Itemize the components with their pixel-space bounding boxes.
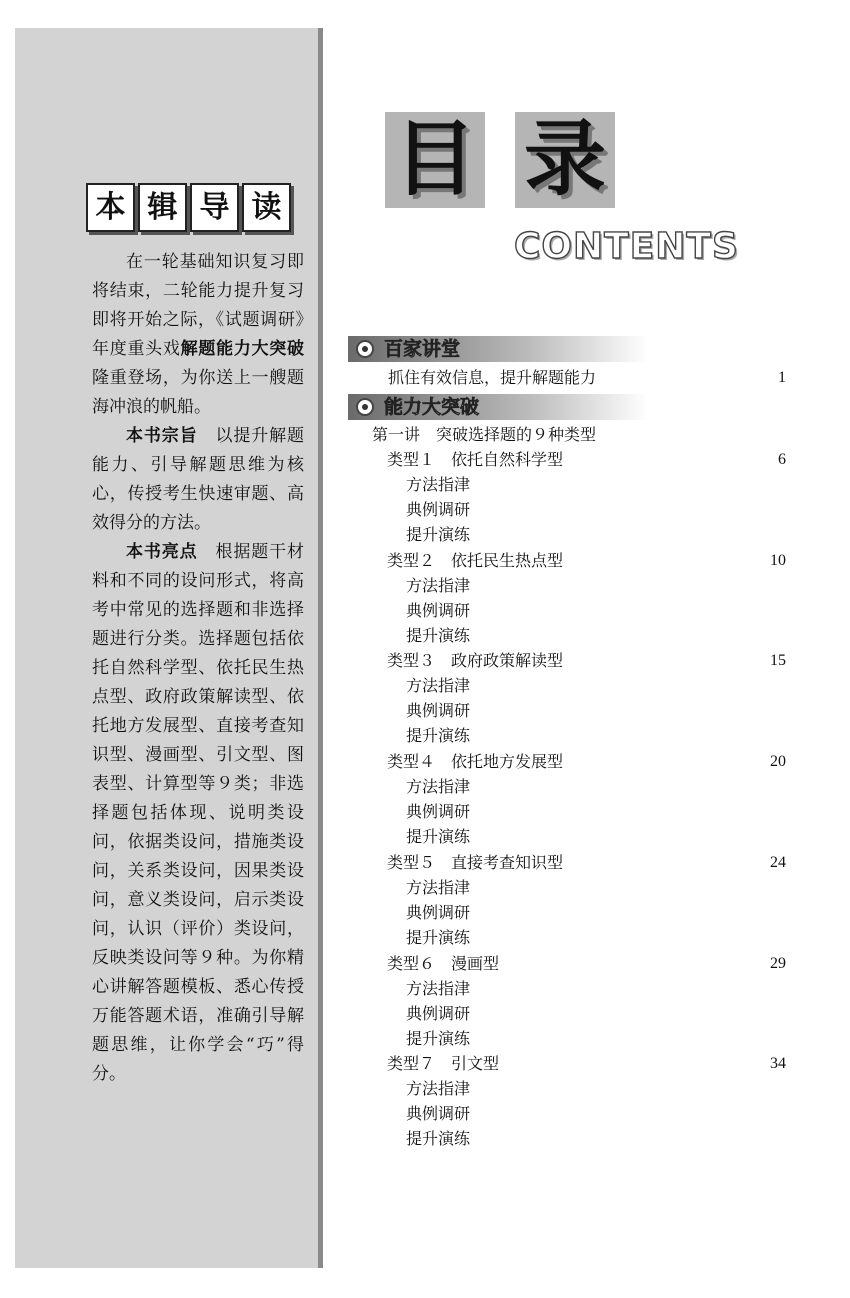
toc-sub-entry[interactable]: 提升演练 (406, 1129, 471, 1149)
toc-page-number: 15 (770, 652, 786, 670)
intro-label: 本书宗旨 (126, 426, 198, 446)
intro-paragraph (92, 248, 304, 422)
toc-type-label: 类型５ (387, 852, 436, 872)
guide-banner-char: 导 (190, 183, 239, 232)
toc-type-label: 类型２ (387, 550, 436, 570)
toc-sub-entry[interactable]: 方法指津 (406, 575, 471, 595)
bullet-icon (356, 398, 374, 416)
toc-sub-entry[interactable]: 典例调研 (406, 1003, 471, 1023)
toc-sub-entry[interactable]: 提升演练 (406, 726, 471, 746)
toc-type-name: 依托自然科学型 (451, 450, 564, 469)
guide-banner (86, 183, 291, 232)
guide-banner-char: 辑 (138, 183, 187, 232)
guide-intro-text (92, 248, 304, 1089)
toc-page-number: 10 (770, 551, 786, 569)
contents-heading: CONTENTS (514, 226, 739, 267)
toc-page-number: 1 (778, 369, 786, 386)
intro-paragraph (92, 422, 304, 538)
section-title: 百家讲堂 (384, 338, 461, 360)
toc-sub-entry[interactable]: 提升演练 (406, 1028, 471, 1048)
toc-type-entry[interactable] (387, 450, 563, 470)
toc-sub-entry[interactable]: 提升演练 (406, 625, 471, 645)
toc-page-number: 24 (770, 853, 786, 871)
sidebar-divider (318, 28, 323, 1268)
section-title: 能力大突破 (384, 396, 480, 418)
toc-type-entry[interactable] (387, 1054, 499, 1074)
toc-type-name: 政府政策解读型 (451, 651, 564, 671)
toc-type-entry[interactable] (387, 752, 563, 772)
toc-type-entry[interactable] (387, 551, 563, 571)
intro-highlight: 解题能力大突破 (180, 339, 305, 359)
toc-type-entry[interactable] (387, 651, 563, 671)
toc-sub-entry[interactable]: 典例调研 (406, 1104, 471, 1124)
toc-sub-entry[interactable]: 提升演练 (406, 827, 471, 847)
section-header (348, 336, 648, 362)
toc-entry[interactable]: 抓住有效信息，提升解题能力 (388, 368, 597, 387)
intro-text: 以提升解题能力、引导解题思维为核心，传授考生快速审题、高效得分的方法。 (92, 426, 305, 533)
toc-sub-entry[interactable]: 典例调研 (406, 902, 471, 922)
intro-text: 隆重登场，为你送上一艘题海冲浪的帆船。 (92, 368, 304, 417)
toc-type-label: 类型６ (387, 953, 436, 973)
guide-banner-char: 本 (86, 183, 135, 232)
toc-type-name: 依托地方发展型 (451, 752, 564, 772)
toc-lecture[interactable]: 第一讲 突破选择题的９种类型 (372, 425, 597, 444)
toc-type-entry[interactable] (387, 954, 499, 974)
toc-sub-entry[interactable]: 提升演练 (406, 525, 471, 544)
toc-page-number: 34 (770, 1055, 786, 1073)
toc-type-label: 类型７ (387, 1054, 436, 1074)
toc-sub-entry[interactable]: 方法指津 (406, 777, 471, 797)
toc-sub-entry[interactable]: 典例调研 (406, 600, 471, 620)
toc-type-entry[interactable] (387, 853, 563, 873)
toc-sub-entry[interactable]: 方法指津 (406, 475, 471, 494)
toc-sub-entry[interactable]: 方法指津 (406, 877, 471, 897)
intro-text: 在一轮基础知识复习即将结束，二轮能力提升复习即将开始之际，《试题调研》年度重头戏 (92, 252, 304, 359)
toc-sub-entry[interactable]: 典例调研 (406, 701, 471, 721)
page-title-char: 目 (385, 112, 485, 208)
toc-sub-entry[interactable]: 提升演练 (406, 927, 471, 947)
toc-type-label: 类型３ (387, 651, 436, 671)
intro-text: 根据题干材料和不同的设问形式，将高考中常见的选择题和非选择题进行分类。选择题包括依托自然科学型、依托民生热点型、政府政策解读型、依托地方发展型、直接考查知识型、漫画型、引文型、图表型、计算型等９类；非选择题包括体现、说明类设问，依据类设问，措施类设问，关系类设问，因果类设问，意义类设问，启示类设问，认识（评价）类设问，反映类设问等９种。为你精心讲解答题模板、悉心传授万能答题术语，准确引导解题思维，让你学会“巧”得分。 (92, 542, 305, 1084)
toc-type-name: 引文型 (451, 1054, 500, 1074)
toc-type-name: 直接考查知识型 (451, 852, 564, 872)
toc-page-number: 20 (770, 753, 786, 771)
toc-page-number: 6 (778, 451, 786, 468)
toc-type-name: 漫画型 (451, 953, 500, 973)
toc-type-label: 类型１ (387, 450, 436, 469)
section-header (348, 394, 648, 420)
toc-sub-entry[interactable]: 方法指津 (406, 978, 471, 998)
bullet-icon (356, 340, 374, 358)
toc-sub-entry[interactable]: 典例调研 (406, 500, 471, 519)
toc-sub-entry[interactable]: 典例调研 (406, 802, 471, 822)
toc-sub-entry[interactable]: 方法指津 (406, 1079, 471, 1099)
toc-sub-entry[interactable]: 方法指津 (406, 676, 471, 696)
intro-label: 本书亮点 (126, 542, 198, 562)
guide-banner-char: 读 (242, 183, 291, 232)
toc-type-label: 类型４ (387, 752, 436, 772)
page-title-char: 录 (515, 112, 615, 208)
intro-paragraph (92, 538, 304, 1089)
toc-type-name: 依托民生热点型 (451, 550, 564, 570)
toc-page-number: 29 (770, 954, 786, 972)
